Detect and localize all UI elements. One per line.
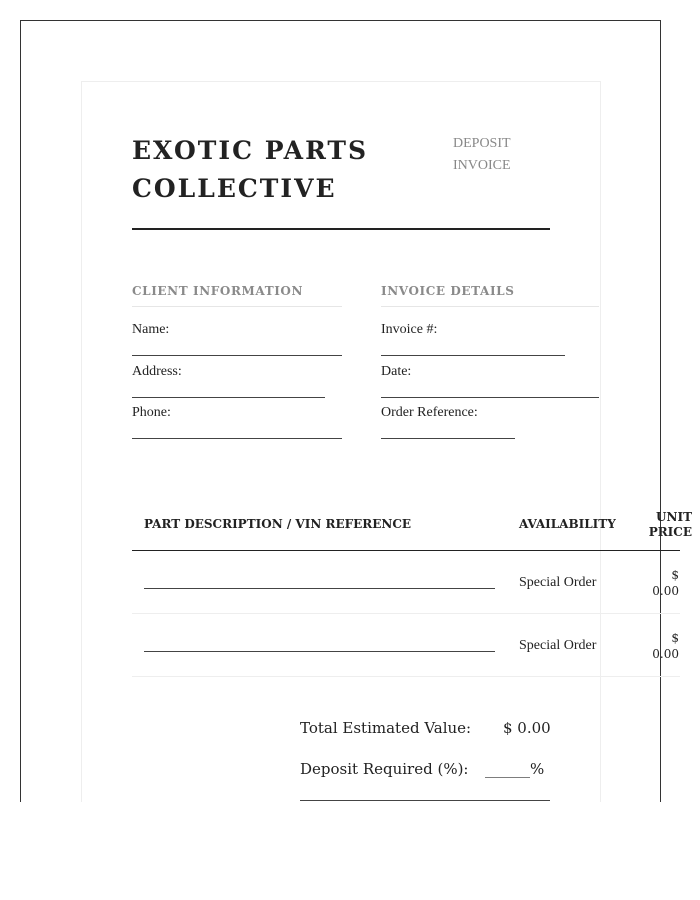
deposit-required-percent[interactable]: ______% [485,760,545,778]
part-description-field-1[interactable] [144,588,495,589]
invoice-date-field[interactable] [381,397,599,398]
unit-price-cell-2 [639,630,679,662]
part-description-field-2[interactable] [144,651,495,652]
availability-cell-1: Special Order [519,575,597,590]
client-address-field[interactable] [132,397,325,398]
invoice-details-title: INVOICE DETAILS [381,284,515,298]
client-information-rule [132,306,342,307]
document-type-line1: DEPOSIT [453,136,511,151]
invoice-number-label: Invoice #: [381,322,438,337]
client-address-label: Address: [132,364,182,379]
column-header-availability: AVAILABILITY [519,517,616,531]
column-header-unit-price-line1: UNIT [656,510,692,524]
invoice-details-rule [381,306,599,307]
header-divider [132,228,550,230]
column-header-description: PART DESCRIPTION / VIN REFERENCE [144,517,412,531]
unit-price-value-2: 0.00 [652,647,679,661]
document-type-line2: INVOICE [453,158,511,173]
client-phone-field[interactable] [132,438,342,439]
unit-price-symbol-1: $ [671,568,679,582]
client-name-label: Name: [132,322,170,337]
order-reference-label: Order Reference: [381,405,478,420]
order-reference-field[interactable] [381,438,515,439]
document-type [453,133,511,177]
company-name-line1: EXOTIC PARTS [132,136,369,165]
deposit-required-label: Deposit Required (%): [300,760,469,778]
availability-cell-2: Special Order [519,638,597,653]
table-header-divider [132,550,680,551]
table-row-divider-2 [132,676,680,677]
total-estimated-value: $ 0.00 [503,719,551,737]
column-header-unit-price [636,510,692,540]
client-information-title: CLIENT INFORMATION [132,284,304,298]
invoice-number-field[interactable] [381,355,565,356]
deposit-amount-field[interactable] [300,800,550,801]
column-header-unit-price-line2: PRICE [648,525,692,539]
unit-price-symbol-2: $ [671,631,679,645]
unit-price-value-1: 0.00 [652,584,679,598]
client-name-field[interactable] [132,355,342,356]
table-row-divider-1 [132,613,680,614]
client-phone-label: Phone: [132,405,171,420]
company-name-line2: COLLECTIVE [132,174,337,203]
total-estimated-value-label: Total Estimated Value: [300,719,472,737]
company-name [132,132,432,208]
invoice-date-label: Date: [381,364,412,379]
unit-price-cell-1 [639,567,679,599]
